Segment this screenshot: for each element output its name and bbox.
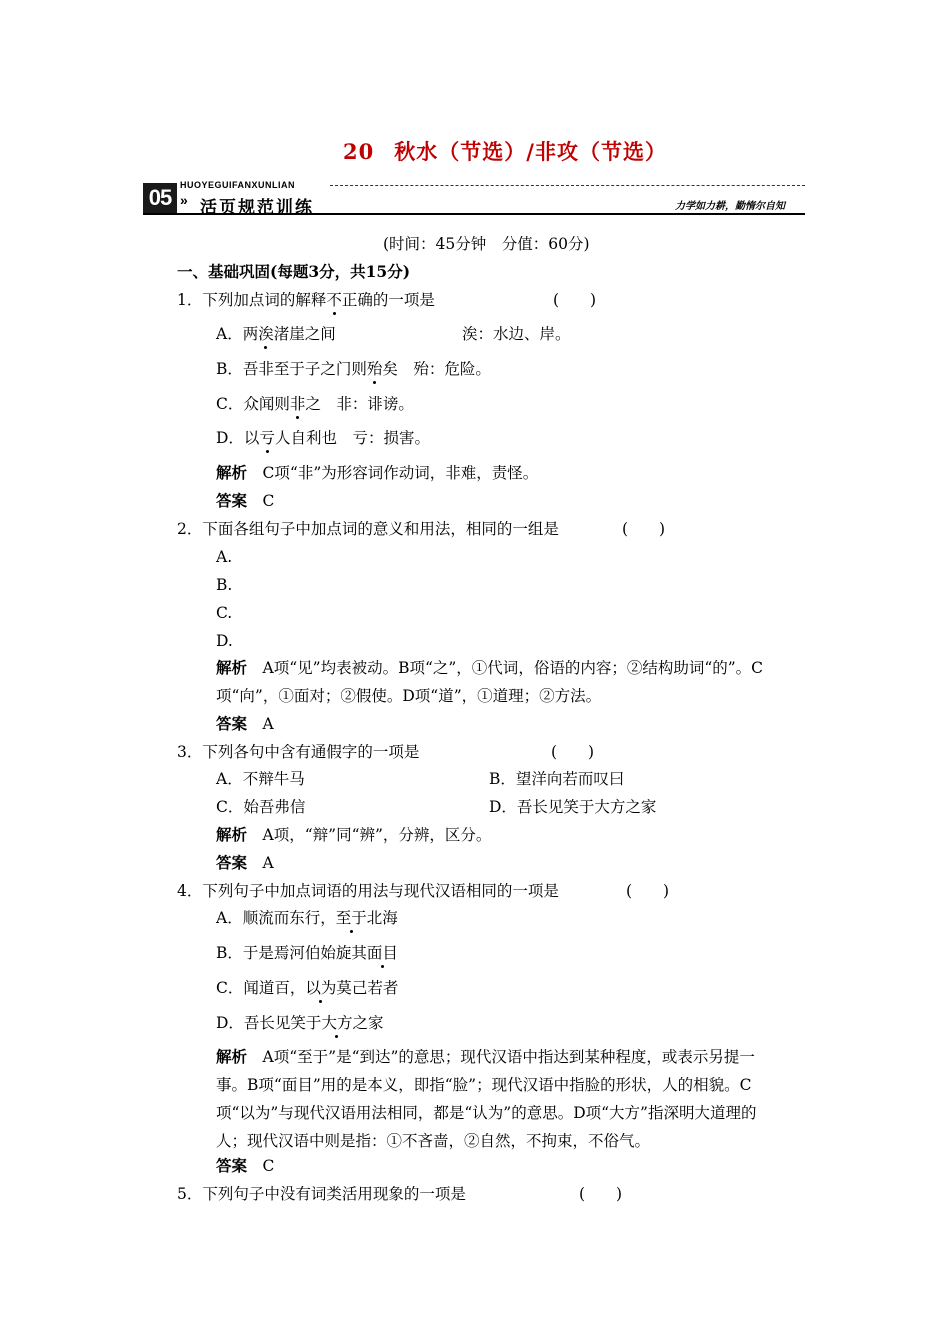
analysis: 解析 A项“见”均表被动。B项“之”，①代词，俗语的内容；②结构助词“的”。C xyxy=(216,658,764,677)
question-1-stem: 1．下列加点词的解释不正确的一项是 xyxy=(177,291,435,309)
option-b: B．吾非至于子之门则殆矣 殆：危险。 xyxy=(216,360,491,378)
analysis-cont: 事。B项“面目”用的是本义，即指“脸”；现代汉语中指脸的形状，人的相貌。C xyxy=(216,1076,752,1094)
page-title: 20 秋水（节选）/非攻（节选） xyxy=(343,139,667,164)
answer-paren: ( ) xyxy=(626,882,670,900)
header-section-name: 活页规范训练 xyxy=(200,198,314,218)
question-5-stem: 5．下列句子中没有词类活用现象的一项是 xyxy=(177,1185,466,1203)
option-c: C．始吾弗信 xyxy=(216,798,306,816)
option-b: B. xyxy=(216,576,233,594)
option-b: B．望洋向若而叹曰 xyxy=(489,770,625,788)
option-d: D. xyxy=(216,632,233,650)
question-4-stem: 4．下列句子中加点词语的用法与现代汉语相同的一项是 xyxy=(177,882,559,900)
option-d: D．吾长见笑于大方之家 xyxy=(216,1014,384,1032)
header-rule xyxy=(143,213,805,215)
analysis: 解析 A项“至于”是“到达”的意思；现代汉语中指达到某种程度，或表示另提一 xyxy=(216,1047,755,1066)
option-c: C．众闻则非之 非：诽谤。 xyxy=(216,395,414,413)
answer: 答案 A xyxy=(216,714,274,733)
chevron-icon: » xyxy=(180,192,188,208)
analysis-cont: 人；现代汉语中则是指：①不吝啬，②自然，不拘束，不俗气。 xyxy=(216,1132,651,1150)
option-a: A. xyxy=(216,548,233,566)
answer-paren: ( ) xyxy=(579,1185,623,1203)
option-a: A．不辩牛马 xyxy=(216,770,305,788)
answer-paren: ( ) xyxy=(622,520,666,538)
analysis: 解析 A项，“辩”同“辨”，分辨，区分。 xyxy=(216,825,492,844)
answer-paren: ( ) xyxy=(553,291,597,309)
option-a: A．两涘渚崖之间 xyxy=(216,325,336,343)
header-motto: 力学如力耕，勤惰尔自知 xyxy=(675,201,785,212)
analysis-cont: 项“以为”与现代汉语用法相同，都是“认为”的意思。D项“大方”指深明大道理的 xyxy=(216,1104,757,1122)
section-heading: 一、基础巩固(每题3分，共15分) xyxy=(177,262,411,281)
time-score-meta: (时间：45分钟 分值：60分) xyxy=(383,235,590,253)
option-b: B．于是焉河伯始旋其面目 xyxy=(216,944,398,962)
answer: 答案 C xyxy=(216,491,275,510)
option-a-gloss: 涘：水边、岸。 xyxy=(462,325,571,343)
analysis: 解析 C项“非”为形容词作动词，非难，责怪。 xyxy=(216,463,539,482)
analysis-cont: 项“向”，①面对；②假使。D项“道”，①道理；②方法。 xyxy=(216,687,602,705)
option-d: D．吾长见笑于大方之家 xyxy=(489,798,657,816)
answer: 答案 C xyxy=(216,1156,275,1175)
question-3-stem: 3．下列各句中含有通假字的一项是 xyxy=(177,743,420,761)
answer: 答案 A xyxy=(216,853,274,872)
option-c: C. xyxy=(216,604,233,622)
header-pinyin: HUOYEGUIFANXUNLIAN xyxy=(180,180,296,190)
section-badge: 05 xyxy=(143,183,177,213)
question-2-stem: 2．下面各组句子中加点词的意义和用法，相同的一组是 xyxy=(177,520,559,538)
answer-paren: ( ) xyxy=(551,743,595,761)
option-a: A．顺流而东行，至于北海 xyxy=(216,909,398,927)
option-c: C．闻道百，以为莫己若者 xyxy=(216,979,399,997)
option-d: D．以亏人自利也 亏：损害。 xyxy=(216,429,430,447)
header-dashed-rule xyxy=(330,185,805,186)
